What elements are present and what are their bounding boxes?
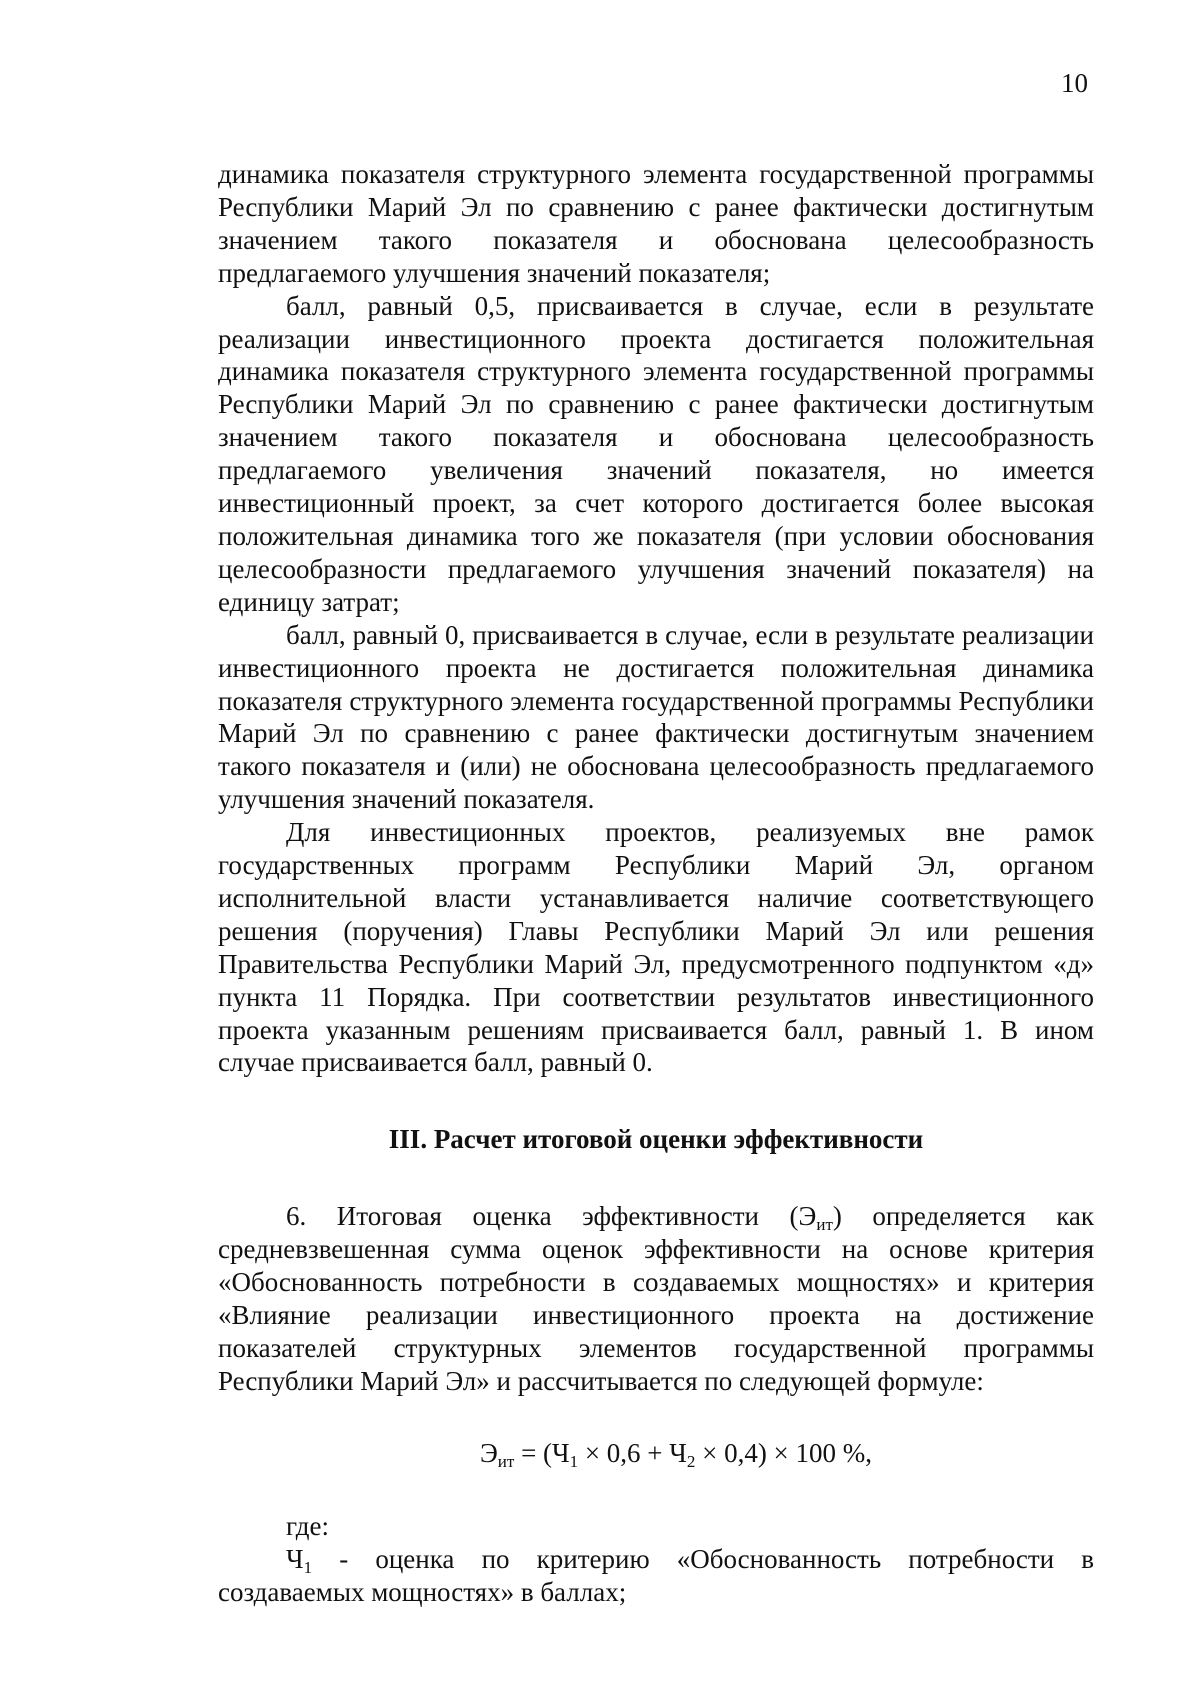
page-number: 10	[1061, 68, 1088, 98]
document-body	[218, 158, 1094, 1609]
paragraph-6	[218, 1200, 1094, 1397]
section-heading: III. Расчет итоговой оценки эффективности	[388, 1124, 924, 1155]
paragraph-continuation: динамика показателя структурного элемента государственной программы Республики Марий Эл по сравнению с ранее фактически достигнутым значением такого показателя и обоснована целесообразность предлагаемого улучшения значений показателя;	[218, 159, 1094, 288]
definition-symbol: Ч	[286, 1543, 304, 1574]
paragraph-score-zero: балл, равный 0, присваивается в случае, если в результате реализации инвестиционного проекта не достигается положительная динамика показателя структурного элемента государственной программы Республики Марий Эл по сравнению с ранее фактически достигнутым значением такого показателя и (или) не обоснована целесообразность предлагаемого улучшения значений показателя.	[218, 619, 1094, 815]
definition-ch1	[218, 1543, 1094, 1609]
paragraph-6-subscript: ит	[816, 1215, 833, 1235]
paragraph-outside-programs: Для инвестиционных проектов, реализуемых вне рамок государственных программ Республики Марий Эл, органом исполнительной власти устанавливается наличие соответствующего решения (поручения) Главы Республики Марий Эл или решения Правительства Республики Марий Эл, предусмотренного подпунктом «д» пункта 11 Порядка. При соответствии результатов инвестиционного проекта указанным решениям присваивается балл, равный 1. В ином случае присваивается балл, равный 0.	[218, 817, 1094, 1078]
formula-lhs-subscript: ит	[497, 1451, 515, 1471]
definition-text: - оценка по критерию «Обоснованность потребности в создаваемых мощностях» в баллах;	[218, 1543, 1094, 1607]
definition-subscript: 1	[303, 1557, 313, 1577]
formula-subscript-1: 1	[569, 1451, 579, 1471]
formula-lhs: Э	[479, 1437, 498, 1468]
where-label: где:	[286, 1510, 329, 1541]
formula	[218, 1436, 1094, 1470]
paragraph-6-start: 6. Итоговая оценка эффективности (Э	[286, 1201, 817, 1232]
formula-subscript-2: 2	[686, 1451, 696, 1471]
paragraph-score-half: балл, равный 0,5, присваивается в случае, если в результате реализации инвестиционного проекта достигается положительная динамика показателя структурного элемента государственной программы Республики Марий Эл по сравнению с ранее фактически достигнутым значением такого показателя и обоснована целесообразность предлагаемого увеличения значений показателя, но имеется инвестиционный проект, за счет которого достигается более высокая положительная динамика того же показателя (при условии обоснования целесообразности предлагаемого улучшения значений показателя) на единицу затрат;	[218, 290, 1094, 617]
paragraph-6-rest: ) определяется как средневзвешенная сумма оценок эффективности на основе критерия «Обоснованность потребности в создаваемых мощностях» и критерия «Влияние реализации инвестиционного проекта на достижение показателей структурных элементов государственной программы Республики Марий Эл» и рассчитывается по следующей формуле:	[218, 1201, 1095, 1396]
formula-part-2: × 0,6 + Ч	[578, 1437, 687, 1468]
formula-part-3: × 0,4) × 100 %,	[695, 1437, 873, 1468]
formula-part-1: = (Ч	[514, 1437, 570, 1468]
